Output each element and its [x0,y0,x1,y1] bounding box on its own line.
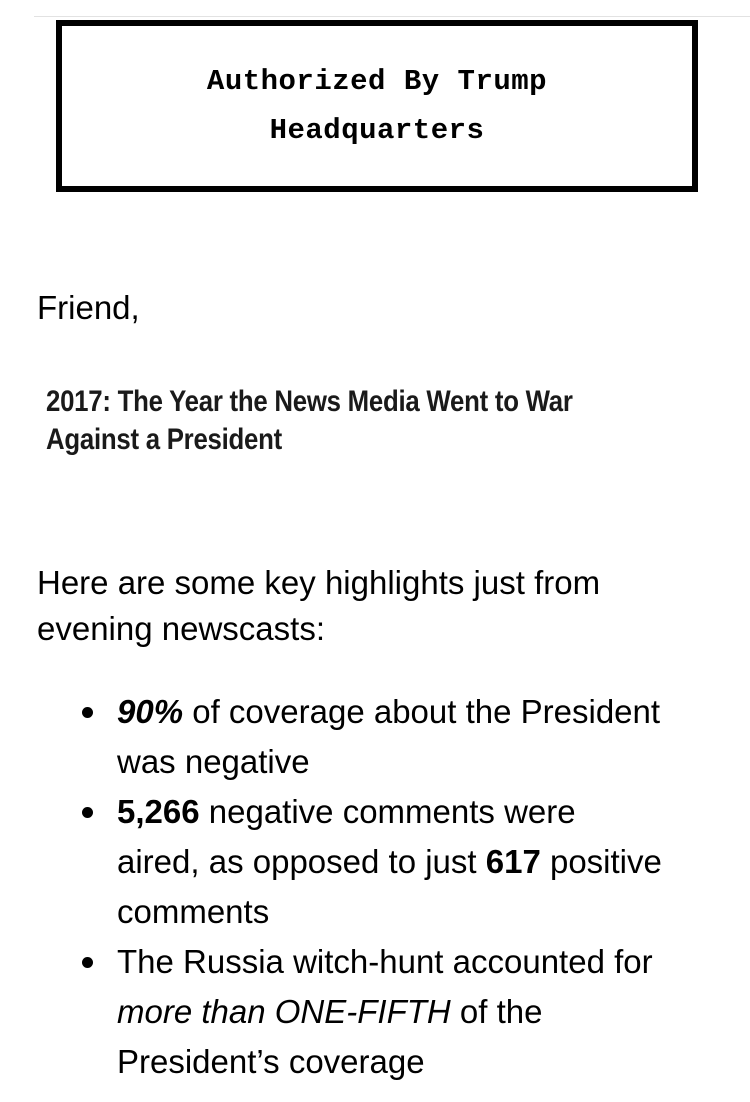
bullet-icon [82,707,93,718]
bullet-3-line-2 [117,987,720,1037]
bullet-icon [82,807,93,818]
intro-line-2: evening newscasts: [37,610,325,647]
intro-line-1: Here are some key highlights just from [37,564,601,601]
authorization-text [207,57,547,155]
bullet-icon [82,957,93,968]
bullet-2-line-1 [117,787,720,837]
stat-negative-comments: 5,266 [117,793,200,830]
headline-line-2: Against a President [46,423,282,456]
bullet-3-text-b: of the [450,993,543,1030]
bullet-3-line-1: The Russia witch-hunt accounted for [117,943,653,980]
intro-paragraph [37,560,727,652]
stat-negative-percent: 90% [117,693,184,730]
bullet-2-text-a: negative comments were [199,793,576,830]
authorization-line-1: Authorized By Trump [206,65,548,98]
authorization-line-2: Headquarters [269,114,485,147]
bullet-2-line-2 [117,837,720,887]
bullet-2-text-b: aired, as opposed to just [117,843,486,880]
bullet-1-line-2: was negative [117,743,310,780]
top-divider [34,16,750,17]
bullet-2-line-3: comments [117,893,270,930]
bullet-1-text-a: of coverage about the President [183,693,661,730]
bullet-1-line-1 [117,687,720,737]
authorization-box [56,20,698,192]
headline-image [46,383,631,459]
highlights-list [0,687,750,1087]
list-item [0,687,750,787]
stat-positive-comments: 617 [485,843,541,880]
bullet-3-emphasis: more than ONE-FIFTH [117,993,451,1030]
list-item [0,937,750,1087]
bullet-2-text-c: positive [540,843,662,880]
list-item [0,787,750,937]
headline-line-1: 2017: The Year the News Media Went to War [46,385,573,418]
bullet-3-line-3: President’s coverage [117,1043,425,1080]
greeting: Friend, [37,289,140,326]
